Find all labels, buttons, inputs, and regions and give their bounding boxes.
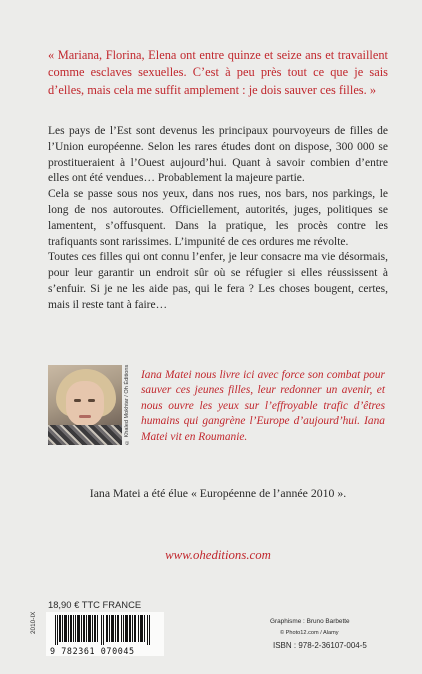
body-paragraph-3: Toutes ces filles qui ont connu l’enfer, je leur consacre ma vie désormais, pour leur garantir un endroit sûr où se réfugier si elles réussissent à s’enfuir. Si je ne les aide pas, qui le fera ? Les choses bougent, certes, mais il reste tant à faire… [48, 251, 388, 311]
edition-code: 2010-IX [30, 611, 37, 634]
price-label: 18,90 € TTC FRANCE [48, 599, 142, 610]
quote-text: « Mariana, Florina, Elena ont entre quinze et seize ans et travaillent comme esclaves sexuelles. C’est à peu près tout ce que je sais d’elles, mais cela me suffit amplement : je dois sauver ces filles. » [48, 48, 388, 97]
photo-credit-vertical: © Khaled Mokhtar / Oh Éditions [124, 364, 130, 445]
body-paragraph-1: Les pays de l’Est sont devenus les principaux pourvoyeurs de filles de l’Union européenne. Selon les rares études dont on dispose, 300 000 se prostitueraient à l’Ouest aujourd’hui. Quant à savoir combien d’entre elles ont été vendues… Probablement la majeure partie. [48, 125, 388, 185]
isbn-number: ISBN : 978-2-36107-004-5 [273, 641, 367, 650]
barcode-bars [55, 615, 155, 645]
award-line: Iana Matei a été élue « Européenne de l’année 2010 ». [89, 486, 347, 500]
author-bio: Iana Matei nous livre ici avec force son combat pour sauver ces jeunes filles, leur redonner un avenir, et nous ouvre les yeux sur l’effroyable trafic d’êtres humains qui gangrène l’Europe d’aujourd’hui. Iana Matei vit en Roumanie. [141, 369, 385, 443]
publisher-website-link[interactable]: www.oheditions.com [165, 548, 271, 562]
author-photo [48, 365, 122, 445]
cover-photo-credit: © Photo12.com / Alamy [280, 630, 339, 636]
body-paragraph-2: Cela se passe sous nos yeux, dans nos rues, nos bars, nos parkings, le long de nos autoroutes. Officiellement, autorités, juges, politiques se lamentent, s’offusquent. Dans la pratique, les procès contre les trafiquants sont rarissimes. L’impunité de ces ordures me révolte. [48, 188, 388, 248]
barcode-digits: 9 782361 070045 [50, 646, 135, 656]
body-text [48, 124, 388, 314]
opening-quote [48, 47, 388, 99]
isbn-barcode [46, 612, 164, 656]
design-credit: Graphisme : Bruno Barbette [270, 618, 350, 625]
